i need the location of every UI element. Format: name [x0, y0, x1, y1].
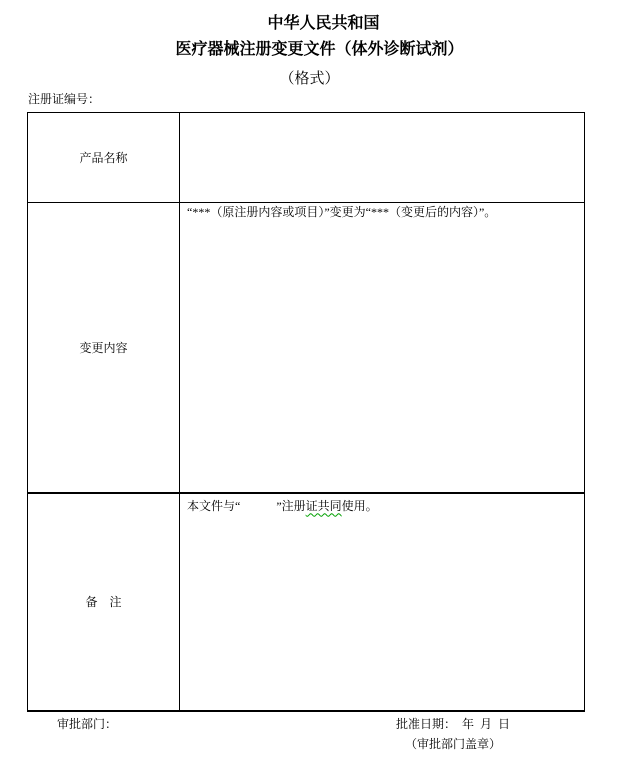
change-document-table	[27, 112, 585, 712]
approval-dept-label: 审批部门：	[57, 717, 118, 731]
remarks-value-cell	[180, 493, 585, 711]
change-content-row	[28, 203, 585, 493]
page-subtitle: 医疗器械注册变更文件（体外诊断试剂）	[175, 41, 464, 58]
change-content-value-cell: “***（原注册内容或项目）”变更为“***（变更后的内容）”。	[180, 203, 585, 493]
product-name-label-cell: 产品名称	[28, 113, 180, 203]
remarks-text-suffix: 使用。	[341, 498, 378, 513]
product-name-value-cell	[180, 113, 585, 203]
remarks-row	[28, 493, 585, 711]
registration-no-label: 注册证编号：	[28, 92, 101, 106]
remarks-text-prefix: 本文件与“ ”注册	[187, 498, 306, 513]
page-title: 中华人民共和国	[267, 15, 380, 32]
change-content-label-cell: 变更内容	[28, 203, 180, 493]
product-name-row	[28, 113, 585, 203]
remarks-label-cell: 备 注	[28, 493, 180, 711]
seal-note-label: （审批部门盖章）	[405, 737, 502, 751]
format-label: （格式）	[279, 71, 340, 87]
approval-date-label: 批准日期： 年 月 日	[396, 717, 511, 731]
grammar-check-squiggle-text: 证共同	[305, 498, 342, 513]
